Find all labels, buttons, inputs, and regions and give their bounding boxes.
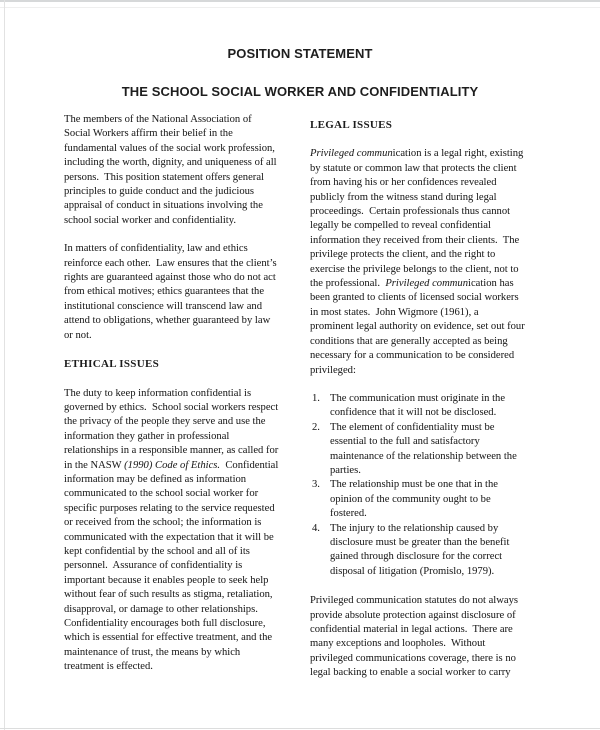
text-line: gained through disclosure for the correct (330, 551, 503, 563)
text-line: by statute or common law that protects the client (310, 162, 517, 174)
text-line: conditions that are generally accepted as being (310, 335, 508, 347)
text-line: in most states. John Wigmore (1961), a (310, 306, 479, 318)
text-line: disclosure must be greater than the benefit (330, 536, 510, 548)
list-item-number: 3. (312, 479, 320, 491)
list-item-4 (310, 522, 562, 580)
text-line: essential to the full and satisfactory (330, 436, 480, 448)
text-line: information may be defined as information (64, 473, 247, 485)
text-line: Confidentiality encourages both full disclosure, (64, 618, 266, 629)
text-line: communicated to the school social worker for (64, 488, 259, 500)
text-line: The relationship must be one that in the (330, 479, 498, 491)
document-subtitle: THE SCHOOL SOCIAL WORKER AND CONFIDENTIALITY (121, 84, 479, 99)
intro-paragraph (64, 113, 286, 228)
list-item-number: 2. (312, 421, 320, 433)
text-line: privilege protects the client, and the right to (310, 249, 496, 261)
page-edge-top-line (0, 0, 600, 2)
text-line: The duty to keep information confidential is (64, 387, 252, 399)
text-line: necessary for a communication to be considered (310, 350, 515, 362)
text-line: prominent legal authority on evidence, set out four (310, 321, 525, 333)
text-line: The element of confidentiality must be (330, 421, 495, 433)
privileged-communication-paragraph (310, 147, 562, 378)
text-line: many exceptions and loopholes. Without (310, 638, 486, 650)
text-line: including the worth, dignity, and uniqueness of all (64, 157, 277, 169)
text-line: reinforce each other. Law ensures that the client’s (64, 257, 277, 269)
text-line: school social worker and confidentiality. (64, 214, 236, 226)
text-line: confidential material in legal actions. There are (310, 624, 513, 635)
list-item-number: 4. (312, 522, 320, 534)
text-line: Privileged communication is a legal right, existing (310, 148, 524, 160)
title-block (0, 0, 600, 99)
list-item-3 (310, 478, 562, 521)
text-line: In matters of confidentiality, law and ethics (64, 243, 248, 255)
text-line: fundamental values of the social work profession, (64, 142, 275, 154)
text-line: the privacy of the people they serve and use the (64, 416, 266, 428)
text-line: disposal of litigation (Promislo, 1979). (330, 565, 495, 577)
text-line: confidence that it will not be disclosed. (330, 407, 497, 419)
wigmore-conditions-list (310, 392, 562, 579)
text-line: or not. (64, 329, 92, 341)
two-column-body (0, 113, 600, 695)
document-title: POSITION STATEMENT (227, 46, 373, 61)
text-line: in the NASW (1990) Code of Ethics. Confidential (64, 459, 279, 471)
text-line: disapproval, or damage to other relationships. (64, 603, 258, 615)
text-line: without fear of such results as stigma, retaliation, (64, 589, 273, 601)
text-line: important because it enables people to seek help (64, 574, 269, 586)
list-item-text (330, 522, 562, 580)
text-line: rights are guaranteed against those who do not act (64, 272, 276, 284)
text-line: legally be compelled to reveal confidential (310, 220, 491, 232)
legal-issues-heading: LEGAL ISSUES (310, 119, 393, 131)
text-line: exercise the privilege belongs to the client, not to (310, 263, 519, 275)
text-line: persons. This position statement offers general (64, 171, 264, 183)
text-line: The communication must originate in the (330, 392, 506, 404)
text-line: specific purposes relating to the service requested (64, 502, 275, 514)
text-line: information they received from their clients. The (310, 234, 520, 246)
text-line: Social Workers affirm their belief in the (64, 128, 233, 140)
list-item-text (330, 392, 562, 421)
list-item-text (330, 421, 562, 479)
page-edge-left-line (4, 0, 5, 730)
text-line: or received from the school; the information is (64, 517, 262, 529)
text-line: principles to guide conduct and the judicious (64, 186, 255, 198)
text-line: the professional. Privileged communication has (310, 278, 514, 290)
text-line: attend to obligations, whether guaranteed by law (64, 315, 271, 327)
text-line: relationships in a responsible manner, as called for (64, 445, 279, 457)
text-line: from having his or her confidences revealed (310, 177, 497, 189)
text-line: privileged: (310, 364, 356, 376)
text-line: from ethical motives; ethics guarantees that the (64, 286, 265, 298)
text-line: kept confidential by the school and all of its (64, 545, 250, 557)
page-edge-bottom-line (0, 728, 600, 729)
text-line: personnel. Assurance of confidentiality is (64, 560, 243, 572)
text-line: institutional conscience will transcend law and (64, 300, 262, 312)
text-line: governed by ethics. School social workers respect (64, 401, 279, 413)
ethical-issues-heading: ETHICAL ISSUES (64, 358, 159, 371)
text-line: proceedings. Certain professionals thus cannot (310, 206, 511, 218)
statutes-paragraph (310, 594, 562, 680)
law-ethics-paragraph (64, 242, 286, 343)
text-line: The injury to the relationship caused by (330, 522, 499, 534)
ethical-issues-paragraph (64, 387, 286, 675)
left-column (64, 113, 286, 695)
list-item-text (330, 478, 562, 521)
text-line: appraisal of conduct in situations involving the (64, 200, 263, 212)
text-line: privileged communications coverage, there is no (310, 652, 516, 664)
text-line: The members of the National Association of (64, 114, 252, 125)
text-line: legal backing to enable a social worker to carry (310, 667, 511, 679)
list-item-number: 1. (312, 392, 320, 404)
text-line: information they gather in professional (64, 430, 230, 442)
right-column (310, 113, 562, 695)
text-line: Privileged communication statutes do not always (310, 595, 519, 607)
list-item-2 (310, 421, 562, 479)
text-line: opinion of the community ought to be (330, 493, 491, 505)
text-line: parties. (330, 464, 361, 476)
list-item-1 (310, 392, 562, 421)
text-line: fostered. (330, 508, 367, 520)
text-line: publicly from the witness stand during legal (310, 191, 497, 203)
text-line: been granted to clients of licensed social workers (310, 292, 519, 304)
text-line: maintenance of the relationship between the (330, 450, 517, 462)
page-edge-top-faint-line (0, 7, 600, 8)
text-line: provide absolute protection against disclosure of (310, 609, 516, 621)
text-line: which is essential for effective treatment, and the (64, 632, 273, 644)
text-line: maintenance of trust, the means by which (64, 646, 241, 658)
text-line: treatment is effected. (64, 661, 153, 673)
text-line: communicated with the expectation that it will be (64, 531, 274, 543)
